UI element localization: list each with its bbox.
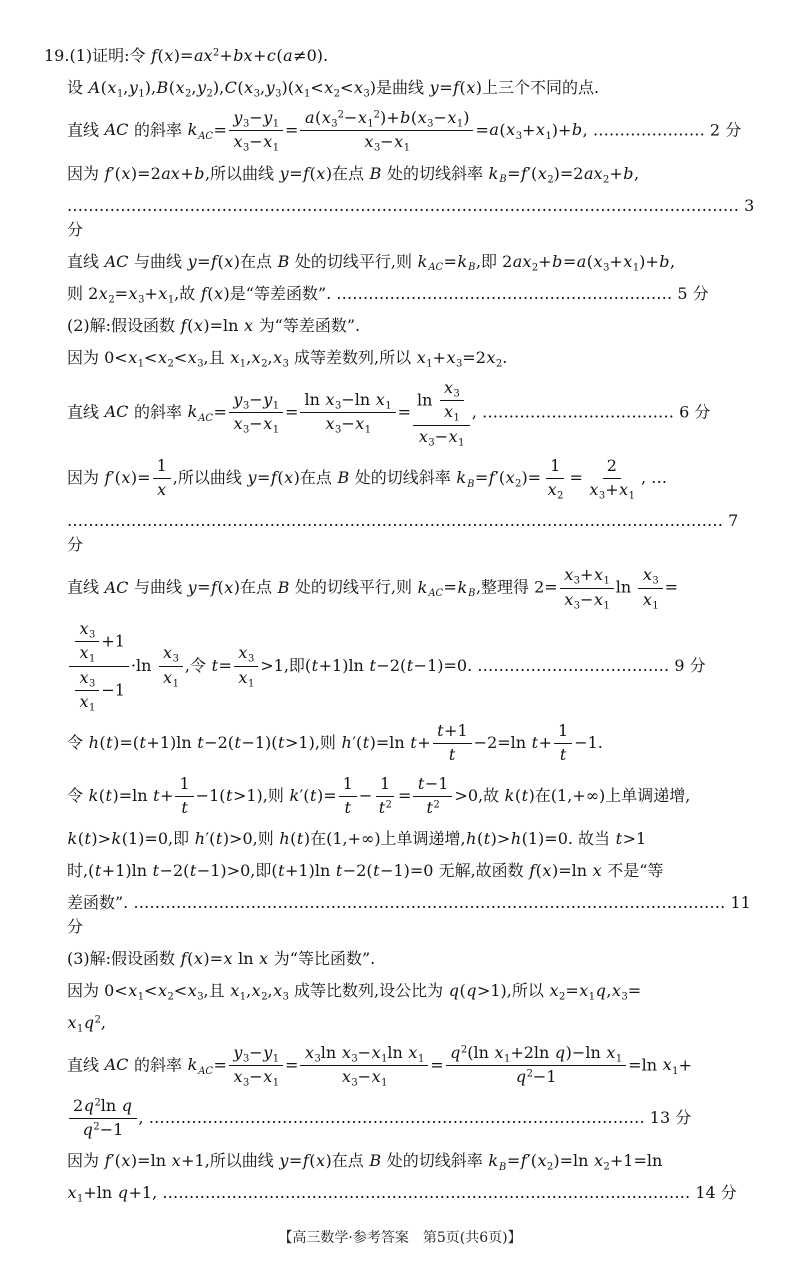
solution-line: 19.(1)证明:令 $f(x)=ax^2+bx+c(a\ne 0)$. [44,46,329,65]
solution-line: 设 $A(x_1,y_1),B(x_2,y_2),C(x_3,y_3)(x_1<x_2<x_3)$是曲线 y=f(x)上三个不同的点. [67,78,600,100]
fraction: $\frac{2}{x_3+x_1}$ [589,455,635,502]
fraction: $\frac{1}{x}$ [153,456,171,501]
fraction: $\frac{x_3}{x_1}$ [159,643,183,689]
fraction: ln $\frac{x_3}{x_1}$ $x_3-x_1$ [413,378,470,448]
solution-line: (3)解:假设函数 f(x)=x ln x 为“等比函数”. [67,948,376,968]
solution-line: 因为 f′(x)= $\frac{1}{x}$ ,所以曲线 y=f(x)在点 B 处的切线斜率 $k_B=f'(x_2)=$ $\frac{1}{x_2}$ = $\frac{2}{x_3+x_1}$ , … [67,455,668,502]
fraction: $\frac{x_3}{x_1}$ [75,668,99,714]
fraction: $\frac{x_3}{x_1}$ [440,378,464,424]
solution-line: 因为 $0<x_1<x_2<x_3$,且 $x_1,x_2,x_3$ 成等差数列,所以 $x_1+x_3=2x_2$. [67,347,508,370]
fraction: $\frac{\ln x_3-\ln x_1}{x_3-x_1}$ [300,390,395,436]
fraction: $\frac{t+1}{t}$ [433,721,472,766]
page-footer: 【高三数学·参考答案 第5页(共6页)】 [278,1230,522,1247]
solution-line: $x_1+\ln$ q+1, ……………………………………………………………………………………… 14 分 [67,1183,737,1205]
solution-line: $x_1q^2$, [67,1012,106,1035]
fraction: $\frac{a(x_3^2-x_1^2)+b(x_3-x_1)}{x_3-x_1}$ [300,108,473,154]
solution-line: $\frac{2q^2\ln q}{q^2-1}$ , ………………………………………………………………………………… 13 分 [67,1096,756,1141]
fraction: $\frac{1}{t}$ [554,721,572,766]
fraction: $\frac{t-1}{t^2}$ [413,774,452,819]
solution-content [44,36,756,1213]
solution-line: k(t)>k(1)=0,即 h′(t)>0,则 h(t)在(1,+∞)上单调递增,h(t)>h(1)=0. 故当 t>1 [67,828,647,848]
fraction: $\frac{x_3}{x_1}$ [234,643,258,689]
solution-line: 直线 AC 的斜率 $k_{AC}=$ $\frac{y_3-y_1}{x_3-x_1}$ = $\frac{\ln x_3-\ln x_1}{x_3-x_1}$ = ln $\frac{x_3}{x_1}$ $x_3-x_1$ , ……………………………… 6 分 [67,377,711,449]
solution-line: 直线 AC 与曲线 y=f(x)在点 B 处的切线平行,则 $k_{AC}=k_B$,整理得 2= $\frac{x_3+x_1}{x_3-x_1}$ ln $\frac{x_3}{x_1}$ = [67,565,679,611]
fraction: $\frac{1}{t}$ [339,774,357,819]
solution-line: 因为 f′(x)=2ax+b,所以曲线 y=f(x)在点 B 处的切线斜率 $k_B=f'(x_2)=2ax_2+b$, [67,163,640,186]
fraction: $\frac{x_3}{x_1}$ +1 $\frac{x_3}{x_1}$ −1 [69,619,129,714]
solution-line: 则 $2x_2=x_3+x_1$,故 f(x)是“等差函数”. ……………………………………………………… 5 分 [67,283,709,306]
solution-line: 因为 f′(x)=ln x+1,所以曲线 y=f(x)在点 B 处的切线斜率 $k_B=f'(x_2)=\ln$ $x_2+1=\ln$ [67,1151,663,1173]
fraction: $\frac{x_3}{x_1}$ [75,619,99,665]
solution-line: 令 h(t)=(t+1)ln t−2(t−1)(t>1),则 h′(t)=ln t+ $\frac{t+1}{t}$ −2=ln t+ $\frac{1}{t}$ −1. [67,721,603,765]
fraction: $\frac{y_3-y_1}{x_3-x_1}$ [229,1043,283,1089]
fraction: $\frac{y_3-y_1}{x_3-x_1}$ [229,108,283,154]
fraction: $\frac{2q^2\ln q}{q^2-1}$ [69,1096,137,1141]
fraction: $\frac{q^2(\ln x_1+2\ln q)-\ln x_1}{q^2-1}$ [446,1043,627,1088]
solution-line: 令 k(t)=ln t+ $\frac{1}{t}$ −1(t>1),则 k′(t)= $\frac{1}{t}$ − $\frac{1}{t^2}$ = $\frac{t-1}{t^2}$ >0,故 k(t)在(1,+∞)上单调递增, [67,774,691,817]
fraction: $\frac{1}{t}$ [175,774,193,819]
solution-line: $\frac{x_3}{x_1}$ +1 $\frac{x_3}{x_1}$ −1 ·ln $\frac{x_3}{x_1}$ ,令 t= $\frac{x_3}{x_1}$ >1,即(t+1)ln t−2(t−1)=0. ……………………………… 9 分 [67,619,756,714]
solution-line: 直线 AC 的斜率 $k_{AC}=$ $\frac{y_3-y_1}{x_3-x_1}$ = $\frac{x_3\ln x_3-x_1\ln x_1}{x_3-x_1}$ = $\frac{q^2(\ln x_1+2\ln q)-\ln x_1}{q^2-1}$ =ln $x_1+$ [67,1042,692,1089]
fraction: $\frac{1}{x_2}$ [547,455,564,502]
fraction: $\frac{x_3\ln x_3-x_1\ln x_1}{x_3-x_1}$ [300,1043,428,1089]
fraction: $\frac{x_3+x_1}{x_3-x_1}$ [560,565,614,611]
fraction: $\frac{x_3}{x_1}$ [638,565,662,611]
solution-line: 直线 AC 与曲线 y=f(x)在点 B 处的切线平行,则 $k_{AC}=k_B$,即 $2ax_2+b=a(x_3+x_1)+b$, [67,251,676,274]
solution-line: 因为 $0<x_1<x_2<x_3$,且 $x_1,x_2,x_3$ 成等比数列,设公比为 q(q>1),所以 $x_2=x_1q,x_3=$ [67,980,642,1003]
fraction: $\frac{1}{t^2}$ [374,774,396,819]
solution-line: (2)解:假设函数 f(x)=ln x 为“等差函数”. [67,315,361,335]
solution-line: …………………………………………………………………………………………………………… 7 分 [67,511,739,555]
solution-line: 时,(t+1)ln t−2(t−1)>0,即(t+1)ln t−2(t−1)=0 无解,故函数 f(x)=ln x 不是“等 [67,860,664,880]
solution-line: 直线 AC 的斜率 $k_{AC}=$ $\frac{y_3-y_1}{x_3-x_1}$ = $\frac{a(x_3^2-x_1^2)+b(x_3-x_1)}{x_3-x_1}$ $=a(x_3+x_1)+b$, ………………… 2 分 [67,108,742,154]
solution-line: 差函数”. ………………………………………………………………………………………………… 11 分 [67,892,751,936]
fraction: $\frac{y_3-y_1}{x_3-x_1}$ [229,390,283,436]
solution-line: ……………………………………………………………………………………………………………… 3 分 [67,195,755,239]
